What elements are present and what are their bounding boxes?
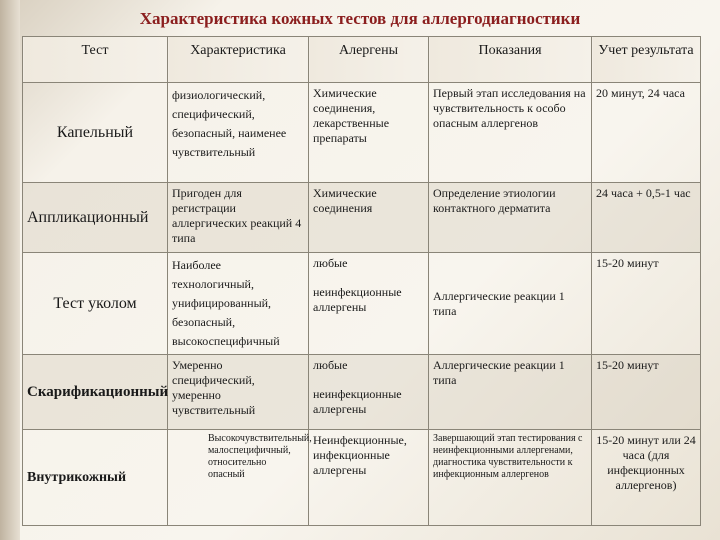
- cell-test: Внутрикожный: [23, 430, 168, 526]
- table-row: [23, 83, 701, 183]
- header-result: Учет результата: [592, 37, 701, 83]
- cell-characteristic: Пригоден для регистрации аллергических реакций 4 типа: [168, 183, 309, 253]
- left-edge-shadow: [0, 0, 20, 540]
- cell-result: 15-20 минут: [592, 253, 701, 355]
- table-row: [23, 430, 701, 526]
- cell-characteristic: физиологический, специфический, безопасный, наименее чувствительный: [168, 83, 309, 183]
- cell-indications: Определение этиологии контактного дерматита: [429, 183, 592, 253]
- cell-result: 15-20 минут или 24 часа (для инфекционных аллергенов): [592, 430, 701, 526]
- table-row: [23, 253, 701, 355]
- table-row: [23, 183, 701, 253]
- header-indications: Показания: [429, 37, 592, 83]
- cell-characteristic: Наиболее технологичный, унифицированный, безопасный, высокоспецифичный: [168, 253, 309, 355]
- page-title: Характеристика кожных тестов для аллергодиагностики: [139, 9, 581, 28]
- header-test: Тест: [23, 37, 168, 83]
- allergens-bottom: неинфекционные аллергены: [313, 387, 402, 416]
- cell-allergens: [309, 253, 429, 355]
- cell-result: 24 часа + 0,5-1 час: [592, 183, 701, 253]
- allergens-top: любые: [313, 256, 348, 270]
- cell-allergens: Химические соединения: [309, 183, 429, 253]
- table-header-row: [23, 37, 701, 83]
- cell-allergens: [309, 355, 429, 430]
- cell-indications: Аллергические реакции 1 типа: [429, 355, 592, 430]
- cell-result: 20 минут, 24 часа: [592, 83, 701, 183]
- cell-test: Тест уколом: [23, 253, 168, 355]
- cell-indications: Завершающий этап тестирования с неинфекционными аллергенами, диагностика чувствительности к инфекционным аллергенов: [429, 430, 592, 526]
- cell-allergens: Химические соединения, лекарственные препараты: [309, 83, 429, 183]
- cell-test: Скарификационный: [23, 355, 168, 430]
- cell-result: 15-20 минут: [592, 355, 701, 430]
- skin-tests-table: [22, 36, 701, 526]
- cell-test: Капельный: [23, 83, 168, 183]
- allergens-top: любые: [313, 358, 348, 372]
- cell-indications: Аллергические реакции 1 типа: [429, 253, 592, 355]
- skin-tests-table-container: [22, 36, 700, 536]
- allergens-bottom: неинфекционные аллергены: [313, 285, 402, 314]
- header-characteristic: Характеристика: [168, 37, 309, 83]
- cell-indications: Первый этап исследования на чувствительность к особо опасным аллергенов: [429, 83, 592, 183]
- cell-characteristic: Высокочувствительный, малоспецифичный, относительно опасный: [168, 430, 309, 526]
- header-allergens: Алергены: [309, 37, 429, 83]
- table-row: [23, 355, 701, 430]
- cell-allergens: Неинфекционные, инфекционные аллергены: [309, 430, 429, 526]
- cell-characteristic: Умеренно специфический, умеренно чувствительный: [168, 355, 309, 430]
- cell-test: Аппликационный: [23, 183, 168, 253]
